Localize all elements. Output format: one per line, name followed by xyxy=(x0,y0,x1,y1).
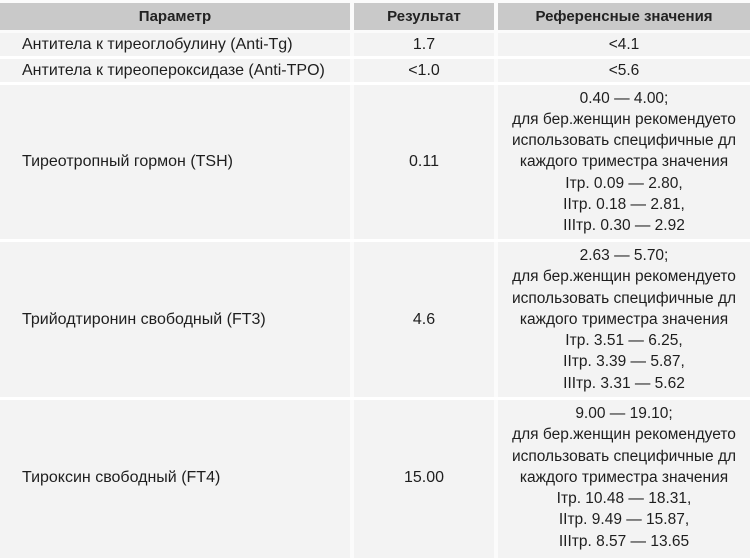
row-3-reference-line-7: IIIтр. 0.30 — 2.92 xyxy=(563,217,685,234)
row-3-reference-line-1: 0.40 — 4.00; xyxy=(579,89,669,107)
row-5-reference-line-7: IIIтр. 8.57 — 13.65 xyxy=(558,532,690,550)
row-5-parameter: Тироксин свободный (FT4) xyxy=(22,468,221,486)
row-4-reference-line-4: каждого триместра значения xyxy=(519,310,729,328)
row-2-parameter: Антитела к тиреопероксидазе (Anti-TPO) xyxy=(22,61,325,79)
row-3-result: 0.11 xyxy=(409,153,439,170)
row-2-result: <1.0 xyxy=(408,61,440,79)
row-5-reference-line-5: Iтр. 10.48 — 18.31, xyxy=(556,490,692,508)
row-3-reference-line-3: использовать специфичные дл xyxy=(511,132,737,150)
row-5-reference xyxy=(498,400,750,555)
row-3-reference-line-6: IIтр. 0.18 — 2.81, xyxy=(563,195,685,213)
row-1-parameter: Антитела к тиреоглобулину (Anti-Tg) xyxy=(22,35,293,53)
row-4-result: 4.6 xyxy=(412,310,436,328)
row-2-reference-line: <5.6 xyxy=(608,61,640,79)
row-4-reference-line-7: IIIтр. 3.31 — 5.62 xyxy=(563,374,685,392)
row-3-reference-line-2: для бер.женщин рекомендуето xyxy=(512,110,736,128)
row-4-reference-line-2: для бер.женщин рекомендуето xyxy=(512,268,736,286)
row-4-reference-line-1: 2.63 — 5.70; xyxy=(579,247,669,265)
row-5-reference-line-4: каждого триместра значения xyxy=(519,468,729,486)
header-parameter: Параметр xyxy=(0,3,350,30)
row-1-result: 1.7 xyxy=(412,35,436,53)
row-5-reference-line-6: IIтр. 9.49 — 15.87, xyxy=(558,511,690,529)
row-4-reference-line-6: IIтр. 3.39 — 5.87, xyxy=(563,353,685,371)
row-5-result: 15.00 xyxy=(403,468,445,486)
row-2-reference xyxy=(498,59,750,82)
row-4-reference-line-5: Iтр. 3.51 — 6.25, xyxy=(565,332,683,350)
header-result: Результат xyxy=(354,3,494,30)
row-1-reference-line: <4.1 xyxy=(608,35,640,53)
row-4-reference-line-3: использовать специфичные дл xyxy=(511,289,737,307)
row-5-reference-line-2: для бер.женщин рекомендуето xyxy=(512,426,736,444)
row-4-reference xyxy=(498,242,750,397)
row-1-reference xyxy=(498,33,750,56)
header-reference: Референсные значения xyxy=(498,3,750,30)
row-3-parameter: Тиреотропный гормон (TSH) xyxy=(22,153,233,170)
row-5-reference-line-1: 9.00 — 19.10; xyxy=(575,405,673,423)
row-3-reference-line-4: каждого триместра значения xyxy=(519,153,729,171)
row-3-reference-line-5: Iтр. 0.09 — 2.80, xyxy=(565,174,683,192)
row-5-reference-line-3: использовать специфичные дл xyxy=(511,447,737,465)
row-4-parameter: Трийодтиронин свободный (FT3) xyxy=(22,310,266,328)
row-3-reference xyxy=(498,85,750,239)
